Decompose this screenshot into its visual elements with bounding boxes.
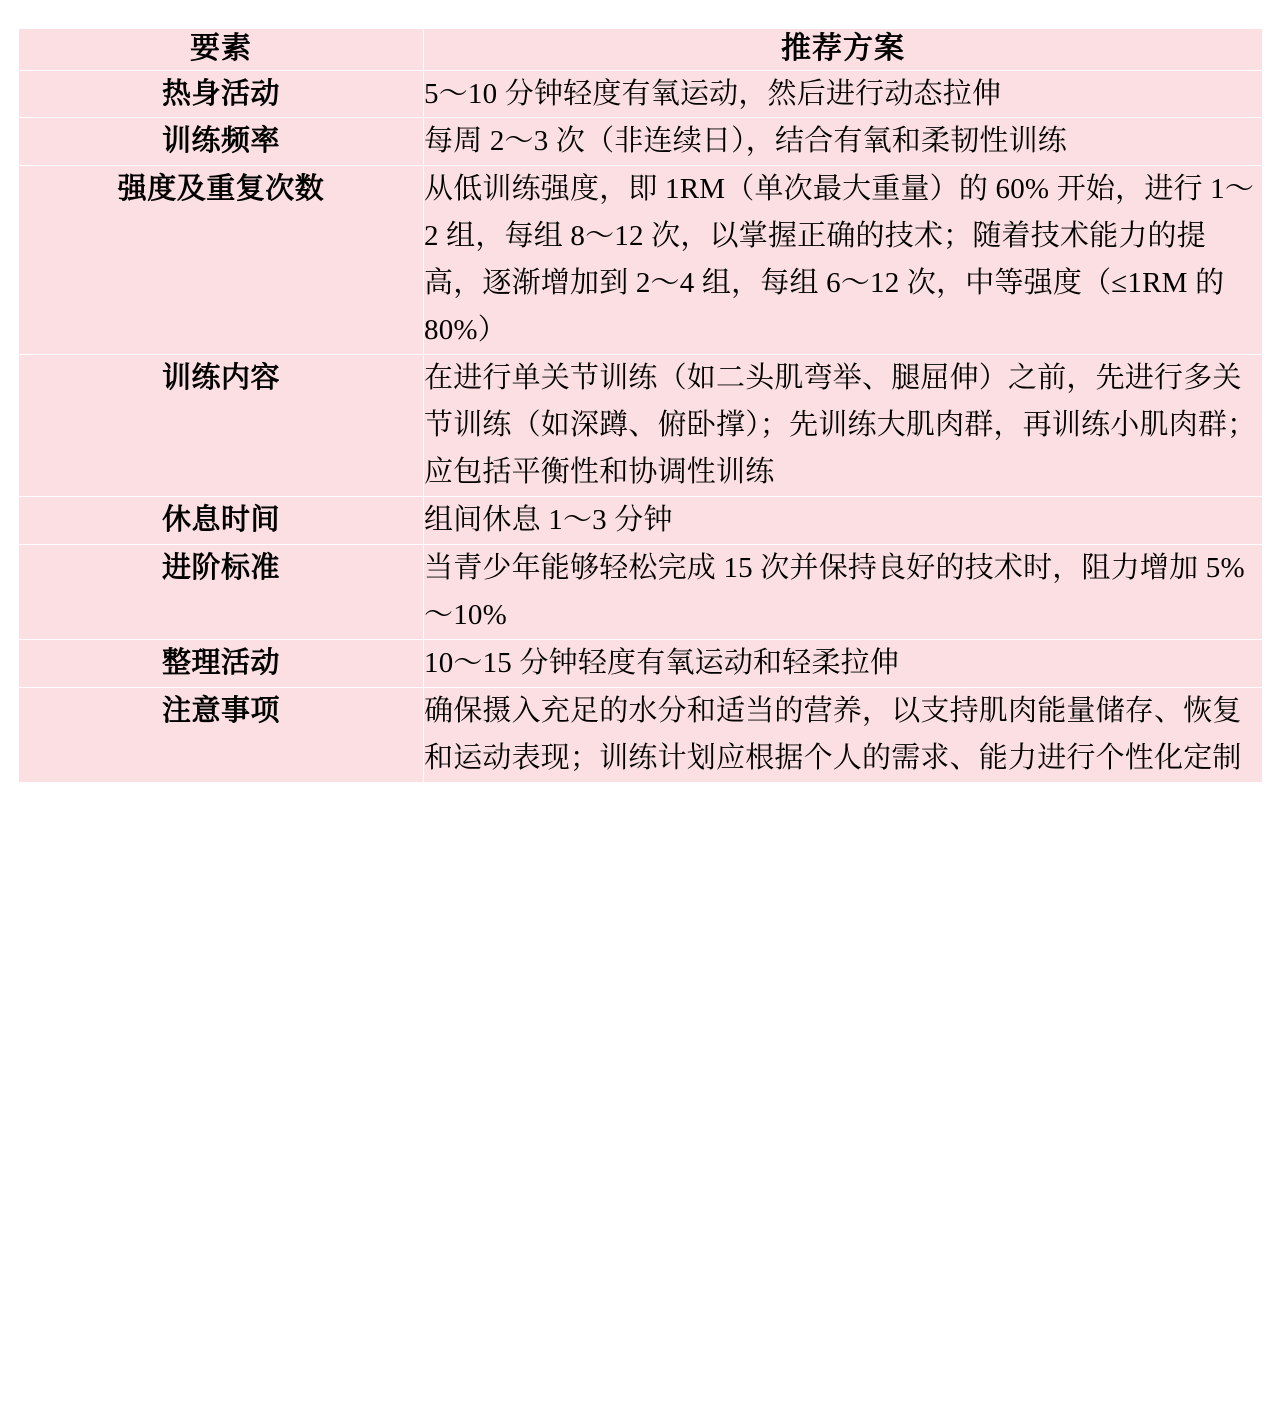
column-header-element: 要素 (19, 29, 424, 71)
row-recommendation-text: 组间休息 1～3 分钟 (424, 497, 1263, 545)
table-row (19, 640, 1263, 688)
row-element-label: 注意事项 (19, 688, 424, 783)
row-element-label: 进阶标准 (19, 545, 424, 640)
row-element-label: 热身活动 (19, 70, 424, 118)
row-element-label: 强度及重复次数 (19, 166, 424, 355)
training-recommendation-table (18, 28, 1263, 783)
row-element-label: 训练频率 (19, 118, 424, 166)
table-row (19, 688, 1263, 783)
table-row (19, 545, 1263, 640)
table-row (19, 166, 1263, 355)
table-header-row (19, 29, 1263, 71)
row-element-label: 休息时间 (19, 497, 424, 545)
table-row (19, 497, 1263, 545)
row-element-label: 整理活动 (19, 640, 424, 688)
table-row (19, 355, 1263, 497)
row-recommendation-text: 确保摄入充足的水分和适当的营养，以支持肌肉能量储存、恢复和运动表现；训练计划应根据个人的需求、能力进行个性化定制 (424, 688, 1263, 783)
row-recommendation-text: 5～10 分钟轻度有氧运动，然后进行动态拉伸 (424, 70, 1263, 118)
table-row (19, 118, 1263, 166)
table-row (19, 70, 1263, 118)
column-header-recommendation: 推荐方案 (424, 29, 1263, 71)
row-recommendation-text: 每周 2～3 次（非连续日），结合有氧和柔韧性训练 (424, 118, 1263, 166)
row-recommendation-text: 当青少年能够轻松完成 15 次并保持良好的技术时，阻力增加 5%～10% (424, 545, 1263, 640)
row-recommendation-text: 在进行单关节训练（如二头肌弯举、腿屈伸）之前，先进行多关节训练（如深蹲、俯卧撑）；先训练大肌肉群，再训练小肌肉群；应包括平衡性和协调性训练 (424, 355, 1263, 497)
row-element-label: 训练内容 (19, 355, 424, 497)
row-recommendation-text: 10～15 分钟轻度有氧运动和轻柔拉伸 (424, 640, 1263, 688)
row-recommendation-text: 从低训练强度，即 1RM（单次最大重量）的 60% 开始，进行 1～2 组，每组 8～12 次，以掌握正确的技术；随着技术能力的提高，逐渐增加到 2～4 组，每组 6～12 次，中等强度（≤1RM 的 80%） (424, 166, 1263, 355)
